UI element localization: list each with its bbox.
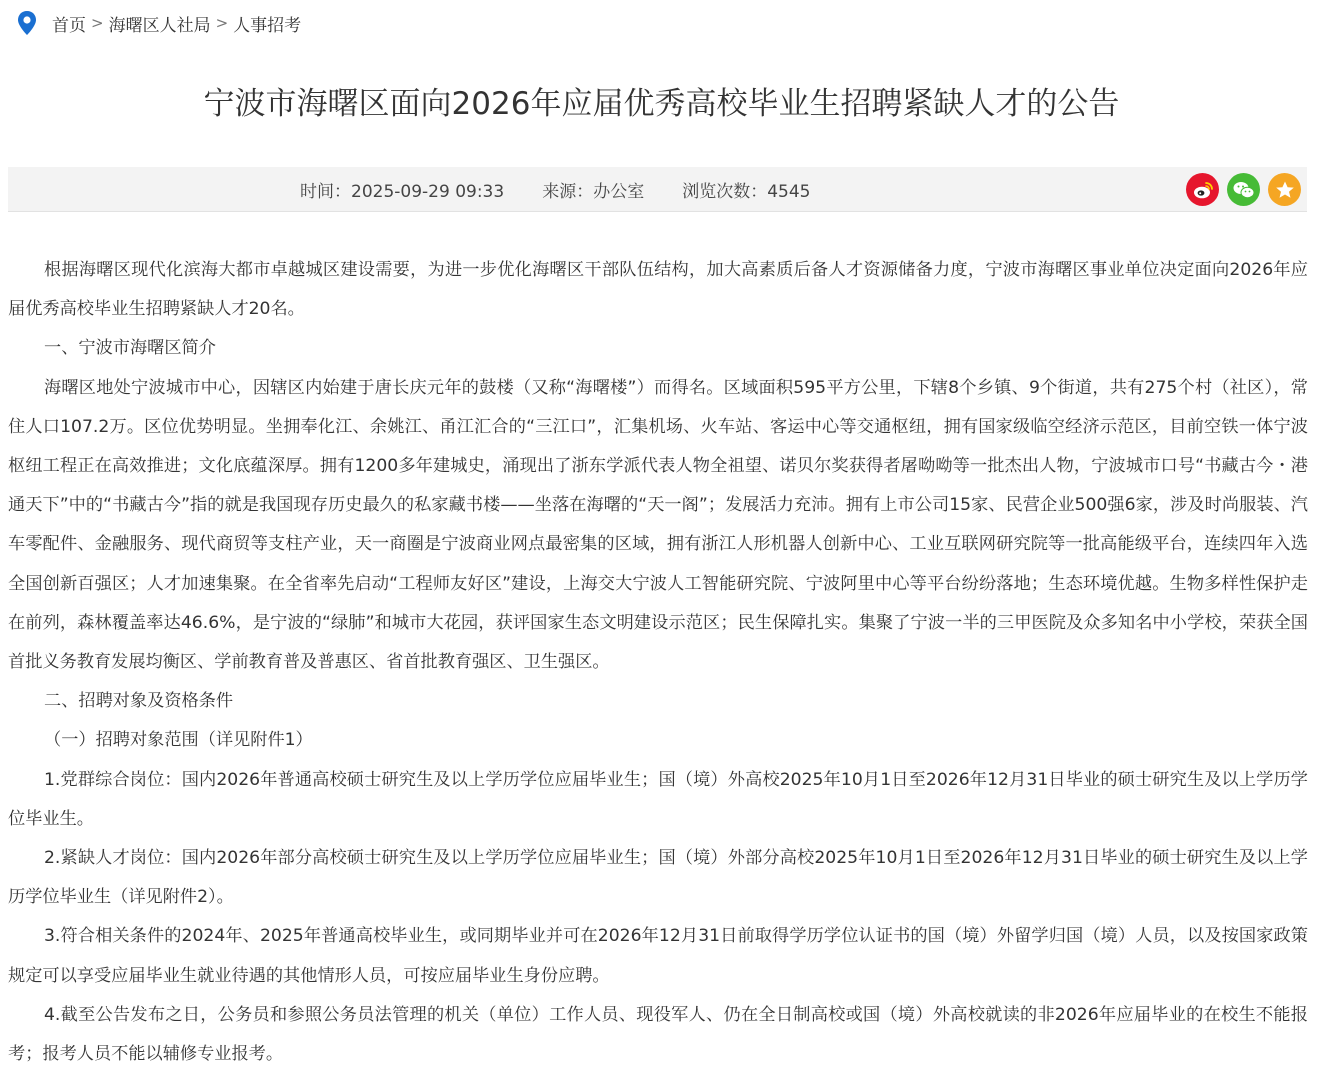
article-body [8, 251, 1308, 1074]
share-buttons [1178, 173, 1301, 206]
article-source: 来源：办公室 [542, 181, 645, 202]
section-heading: 一、宁波市海曙区简介 [44, 338, 216, 359]
breadcrumb-separator: > [91, 14, 104, 32]
favorite-button[interactable] [1268, 173, 1301, 206]
location-pin-icon [16, 10, 38, 36]
breadcrumb-current-link[interactable]: 人事招考 [233, 15, 302, 36]
breadcrumb [16, 8, 301, 38]
favorite-star-icon [1275, 180, 1295, 200]
paragraph: 根据海曙区现代化滨海大都市卓越城区建设需要，为进一步优化海曙区干部队伍结构，加大高素质后备人才资源储备力度，宁波市海曙区事业单位决定面向2026年应届优秀高校毕业生招聘紧缺人才20名。 [8, 260, 1308, 320]
paragraph: 3.符合相关条件的2024年、2025年普通高校毕业生，或同期毕业并可在2026年12月31日前取得学历学位认证书的国（境）外留学归国（境）人员，以及按国家政策规定可以享受应届毕业生就业待遇的其他情形人员，可按应届毕业生身份应聘。 [8, 926, 1308, 986]
wechat-share-button[interactable] [1227, 173, 1260, 206]
paragraph: 1.党群综合岗位：国内2026年普通高校硕士研究生及以上学历学位应届毕业生；国（境）外高校2025年10月1日至2026年12月31日毕业的硕士研究生及以上学历学位毕业生。 [8, 769, 1308, 829]
paragraph: 4.截至公告发布之日，公务员和参照公务员法管理的机关（单位）工作人员、现役军人、仍在全日制高校或国（境）外高校就读的非2026年应届毕业的在校生不能报考；报考人员不能以辅修专业报考。 [8, 1004, 1308, 1065]
weibo-share-button[interactable] [1186, 173, 1219, 206]
publish-time: 时间：2025-09-29 09:33 [300, 181, 505, 202]
wechat-icon [1232, 180, 1256, 200]
weibo-icon [1192, 180, 1214, 200]
breadcrumb-separator: > [215, 14, 229, 32]
breadcrumb-home-link[interactable]: 首页 [52, 15, 86, 36]
breadcrumb-section-link[interactable]: 海曙区人社局 [108, 15, 211, 36]
subsection-heading: （一）招聘对象范围（详见附件1） [44, 730, 313, 751]
article-title: 宁波市海曙区面向2026年应届优秀高校毕业生招聘紧缺人才的公告 [203, 86, 1120, 122]
article-meta [300, 167, 848, 211]
article-info-bar [8, 167, 1307, 212]
paragraph: 海曙区地处宁波城市中心，因辖区内始建于唐长庆元年的鼓楼（又称“海曙楼”）而得名。区域面积595平方公里，下辖8个乡镇、9个街道，共有275个村（社区），常住人口107.2万。区位优势明显。坐拥奉化江、余姚江、甬江汇合的“三江口”，汇集机场、火车站、客运中心等交通枢纽，拥有国家级临空经济示范区，目前空铁一体宁波枢纽工程正在高效推进；文化底蕴深厚。拥有1200多年建城史，涌现出了浙东学派代表人物全祖望、诺贝尔奖获得者屠呦呦等一批杰出人物，宁波城市口号“书藏古今・港通天下”中的“书藏古今”指的就是我国现存历史最久的私家藏书楼——坐落在海曙的“天一阁”；发展活力充沛。拥有上市公司15家、民营企业500强6家，涉及时尚服装、汽车零配件、金融服务、现代商贸等支柱产业，天一商圈是宁波商业网点最密集的区域，拥有浙江人形机器人创新中心、工业互联网研究院等一批高能级平台，连续四年入选全国创新百强区；人才加速集聚。在全省率先启动“工程师友好区”建设，上海交大宁波人工智能研究院、宁波阿里中心等平台纷纷落地；生态环境优越。生物多样性保护走在前列，森林覆盖率达46.6%，是宁波的“绿肺”和城市大花园，获评国家生态文明建设示范区；民生保障扎实。集聚了宁波一半的三甲医院及众多知名中小学校，荣获全国首批义务教育发展均衡区、学前教育普及普惠区、省首批教育强区、卫生强区。 [8, 377, 1308, 673]
paragraph: 2.紧缺人才岗位：国内2026年部分高校硕士研究生及以上学历学位应届毕业生；国（境）外部分高校2025年10月1日至2026年12月31日毕业的硕士研究生及以上学历学位毕业生（详见附件2）。 [8, 848, 1308, 908]
section-heading: 二、招聘对象及资格条件 [44, 691, 234, 712]
view-count: 浏览次数：4545 [682, 181, 811, 202]
